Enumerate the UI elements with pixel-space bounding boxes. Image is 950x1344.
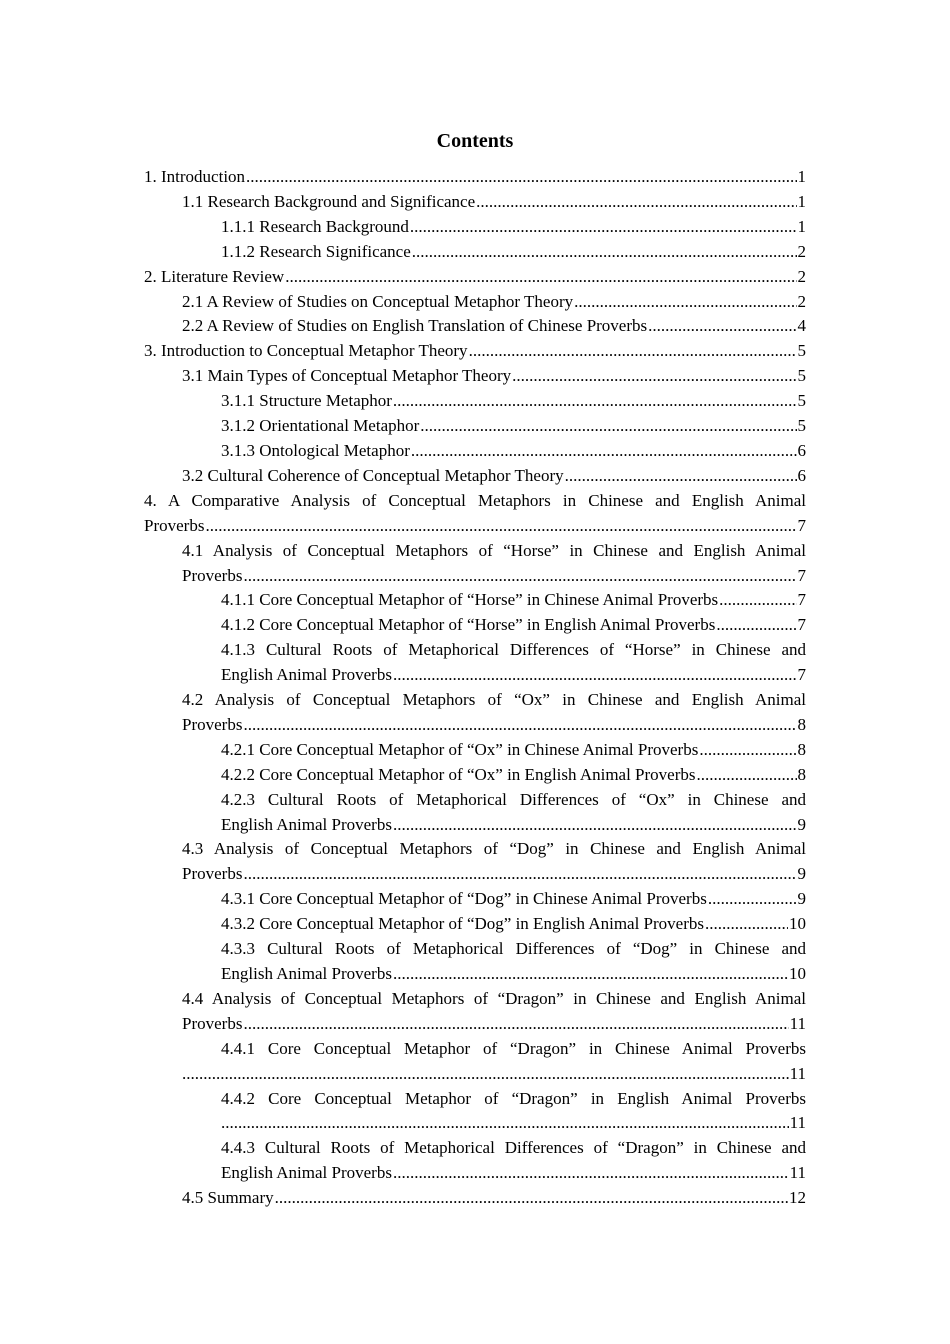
toc-page-number: 11 [789, 1013, 806, 1033]
toc-entry-title: 3.1.3 Ontological Metaphor [221, 440, 410, 460]
toc-entry-title: 3.1 Main Types of Conceptual Metaphor Theory [182, 366, 512, 386]
toc-page-number: 8 [797, 739, 806, 759]
toc-page-number: 9 [797, 889, 806, 909]
dot-leader [699, 738, 796, 763]
toc-entry-title: 3.1.2 Orientational Metaphor [221, 416, 420, 436]
dot-leader [243, 713, 796, 738]
toc-entry-title: 2.2 A Review of Studies on English Translation of Chinese Proverbs [182, 316, 648, 336]
dot-leader [574, 290, 796, 315]
toc-entry-title: 4.1.1 Core Conceptual Metaphor of “Horse” in Chinese Animal Proverbs [221, 590, 719, 610]
toc-page-number: 11 [789, 1063, 806, 1083]
dot-leader [393, 1161, 789, 1186]
toc-entry-title: 2.1 A Review of Studies on Conceptual Metaphor Theory [182, 291, 574, 311]
toc-entry[interactable] [221, 887, 806, 912]
toc-entry[interactable] [182, 314, 806, 339]
toc-page-number: 10 [789, 914, 806, 934]
toc-entry-title: 4.2.2 Core Conceptual Metaphor of “Ox” in English Animal Proverbs [221, 764, 696, 784]
dot-leader [243, 1012, 788, 1037]
toc-page-number: 2 [797, 241, 806, 261]
toc-entry-title: 3.2 Cultural Coherence of Conceptual Metaphor Theory [182, 465, 564, 485]
toc-entry-title: 4.4.1 Core Conceptual Metaphor of “Dragon” in Chinese Animal Proverbs [221, 1038, 806, 1058]
toc-entry-title: 1. Introduction [144, 167, 246, 186]
dot-leader [420, 414, 796, 439]
toc-entry[interactable] [221, 763, 806, 788]
toc-page-number: 11 [789, 1113, 806, 1133]
toc-page-number: 5 [797, 341, 806, 361]
toc-entry-title-cont: Proverbs [182, 1013, 243, 1033]
toc-page-number: 5 [797, 366, 806, 386]
toc-entry[interactable] [221, 937, 806, 987]
toc-entry[interactable] [221, 215, 806, 240]
dot-leader [476, 190, 796, 215]
toc-entry-title-cont: English Animal Proverbs [221, 665, 392, 685]
dot-leader [285, 265, 796, 290]
dot-leader [243, 862, 796, 887]
toc-entry-title: 1.1.2 Research Significance [221, 241, 411, 261]
toc-entry-title: 4.3.1 Core Conceptual Metaphor of “Dog” in Chinese Animal Proverbs [221, 889, 707, 909]
toc-title: Contents [436, 130, 514, 152]
toc-entry-title: 4.4 Analysis of Conceptual Metaphors of “Dragon” in Chinese and English Animal [182, 988, 806, 1008]
toc-entry[interactable] [221, 912, 806, 937]
dot-leader [697, 763, 797, 788]
toc-entry-title: 4.2.3 Cultural Roots of Metaphorical Differences of “Ox” in Chinese and [221, 789, 806, 809]
toc-page-number: 5 [797, 391, 806, 411]
toc-entry-title-cont: English Animal Proverbs [221, 814, 392, 834]
dot-leader [412, 240, 797, 265]
toc-page-number: 7 [797, 615, 806, 635]
toc-entry[interactable] [221, 414, 806, 439]
toc-entry[interactable] [182, 688, 806, 738]
toc-entry-title: 2. Literature Review [144, 266, 285, 286]
dot-leader [411, 439, 797, 464]
toc-entry[interactable] [221, 613, 806, 638]
toc-page-number: 6 [797, 440, 806, 460]
toc-page-number: 1 [797, 216, 806, 236]
toc-page-number: 11 [789, 1163, 806, 1183]
toc-page-number: 9 [797, 864, 806, 884]
toc-entry-title: 4.1 Analysis of Conceptual Metaphors of “Horse” in Chinese and English Animal [182, 540, 806, 560]
toc-entry-title: 4.4.2 Core Conceptual Metaphor of “Dragon” in English Animal Proverbs [221, 1088, 806, 1108]
toc-entry-title: 4.1.2 Core Conceptual Metaphor of “Horse” in English Animal Proverbs [221, 615, 716, 635]
dot-leader [246, 165, 796, 190]
toc-entry[interactable] [144, 165, 806, 190]
toc-page-number: 5 [797, 416, 806, 436]
toc-entry[interactable] [221, 588, 806, 613]
toc-page-number: 1 [797, 191, 806, 211]
toc-entry[interactable] [182, 364, 806, 389]
toc-page-number: 1 [797, 167, 806, 186]
dot-leader [469, 339, 797, 364]
toc-entry[interactable] [182, 539, 806, 589]
table-of-contents [0, 165, 950, 1211]
toc-page-number: 7 [797, 590, 806, 610]
toc-entry-title-cont: Proverbs [144, 515, 205, 535]
toc-entry[interactable] [182, 1186, 806, 1211]
toc-page-number: 7 [797, 665, 806, 685]
dot-leader [512, 364, 796, 389]
toc-entry-title-cont: Proverbs [182, 714, 243, 734]
toc-page-number: 7 [797, 565, 806, 585]
toc-entry[interactable] [221, 638, 806, 688]
toc-entry[interactable] [182, 290, 806, 315]
toc-entry-title: 4.3.3 Cultural Roots of Metaphorical Differences of “Dog” in Chinese and [221, 939, 806, 959]
toc-entry[interactable] [182, 987, 806, 1037]
dot-leader [705, 912, 788, 937]
toc-entry-title-cont: Proverbs [182, 864, 243, 884]
toc-entry-title: 4.2 Analysis of Conceptual Metaphors of “Ox” in Chinese and English Animal [182, 690, 806, 710]
dot-leader [243, 564, 796, 589]
toc-entry-title: 4.1.3 Cultural Roots of Metaphorical Differences of “Horse” in Chinese and [221, 640, 806, 660]
toc-entry[interactable] [182, 1037, 806, 1087]
toc-entry[interactable] [221, 738, 806, 763]
toc-page-number: 2 [797, 291, 806, 311]
toc-entry-title-cont: Proverbs [182, 565, 243, 585]
toc-entry-title: 4.5 Summary [182, 1188, 274, 1208]
dot-leader [393, 389, 797, 414]
toc-entry-title: 3.1.1 Structure Metaphor [221, 391, 392, 411]
toc-entry[interactable] [221, 389, 806, 414]
toc-page-number: 7 [797, 515, 806, 535]
toc-entry[interactable] [182, 464, 806, 489]
dot-leader [716, 613, 796, 638]
dot-leader [221, 1111, 789, 1136]
toc-entry-title: 3. Introduction to Conceptual Metaphor Theory [144, 341, 468, 361]
toc-entry[interactable] [221, 1087, 806, 1137]
toc-page-number: 12 [789, 1188, 806, 1208]
dot-leader [182, 1062, 789, 1087]
toc-entry-title: 1.1.1 Research Background [221, 216, 409, 236]
toc-entry[interactable] [182, 837, 806, 887]
dot-leader [410, 215, 797, 240]
toc-page-number: 8 [797, 764, 806, 784]
toc-entry-title: 4. A Comparative Analysis of Conceptual Metaphors in Chinese and English Animal [144, 490, 806, 510]
dot-leader [708, 887, 797, 912]
dot-leader [719, 588, 796, 613]
toc-entry-title-cont: English Animal Proverbs [221, 1163, 392, 1183]
dot-leader [205, 514, 796, 539]
toc-entry[interactable] [144, 265, 806, 290]
dot-leader [393, 663, 797, 688]
dot-leader [393, 813, 797, 838]
toc-entry[interactable] [221, 439, 806, 464]
toc-entry-title-cont: English Animal Proverbs [221, 964, 392, 983]
toc-entry[interactable] [144, 339, 806, 364]
toc-entry-title: 4.3 Analysis of Conceptual Metaphors of “Dog” in Chinese and English Animal [182, 839, 806, 859]
dot-leader [565, 464, 797, 489]
toc-entry-title: 4.2.1 Core Conceptual Metaphor of “Ox” in Chinese Animal Proverbs [221, 739, 699, 759]
toc-entry[interactable] [144, 489, 806, 539]
toc-entry-title: 4.4.3 Cultural Roots of Metaphorical Differences of “Dragon” in Chinese and [221, 1138, 806, 1158]
toc-entry-title: 4.3.2 Core Conceptual Metaphor of “Dog” in English Animal Proverbs [221, 914, 704, 934]
toc-page-number: 6 [797, 465, 806, 485]
toc-entry[interactable] [221, 240, 806, 265]
toc-page-number: 8 [797, 714, 806, 734]
toc-page-number: 10 [789, 964, 806, 983]
toc-entry[interactable] [221, 788, 806, 838]
toc-page-number: 2 [797, 266, 806, 286]
toc-page-number: 9 [797, 814, 806, 834]
toc-page-number: 4 [797, 316, 806, 336]
toc-entry-title: 1.1 Research Background and Significance [182, 191, 476, 211]
toc-entry[interactable] [221, 1136, 806, 1186]
toc-entry[interactable] [182, 190, 806, 215]
dot-leader [393, 962, 788, 987]
dot-leader [648, 314, 796, 339]
dot-leader [275, 1186, 788, 1211]
